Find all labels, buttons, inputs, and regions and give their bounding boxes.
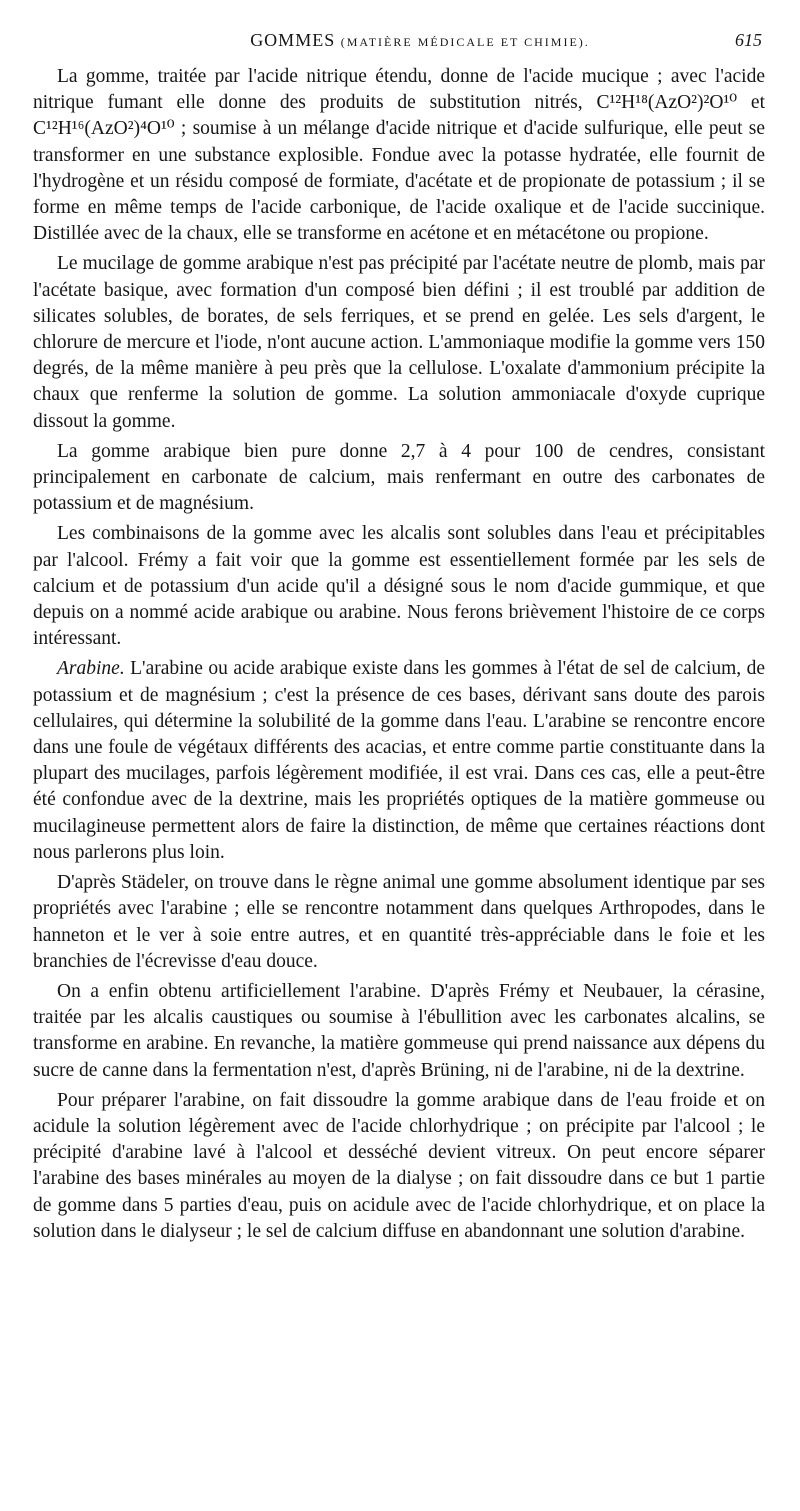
paragraph: La gomme arabique bien pure donne 2,7 à 4 pour 100 de cendres, consistant principalement en carbonate de calcium, mais renfermant en outre des carbonates de potassium et de magnésium. <box>33 440 765 515</box>
header-subtitle: (MATIÈRE MÉDICALE ET CHIMIE). <box>340 35 590 49</box>
paragraph <box>33 656 765 866</box>
page-number: 615 <box>735 30 762 50</box>
paragraph: Les combinaisons de la gomme avec les alcalis sont solubles dans l'eau et précipitables par l'alcool. Frémy a fait voir que la gomme est essentiellement formée par les sels de calcium et de potassium d'un acide qu'il a désigné sous le nom d'acide gummique, et que depuis on a nommé acide arabique ou arabine. Nous ferons brièvement l'histoire de ce corps intéressant. <box>33 523 765 650</box>
paragraph: Le mucilage de gomme arabique n'est pas précipité par l'acétate neutre de plomb, mais par l'acétate basique, avec formation d'un composé bien défini ; il est troublé par addition de silicates solubles, de borates, de sels ferriques, et se prend en gelée. Les sels d'argent, le chlorure de mercure et l'iode, n'ont aucune action. L'ammoniaque modifie la gomme vers 150 degrés, de la même manière à peu près que la cellulose. L'oxalate d'ammonium précipite la chaux que renferme la solution de gomme. La solution ammoniacale d'oxyde cuprique dissout la gomme. <box>33 253 765 432</box>
paragraph: La gomme, traitée par l'acide nitrique étendu, donne de l'acide mucique ; avec l'acide nitrique fumant elle donne des produits de substitution nitrés, C¹²H¹⁸(AzO²)²O¹⁰ et C¹²H¹⁶(AzO²)⁴O¹⁰ ; soumise à un mélange d'acide nitrique et d'acide sulfurique, elle peut se transformer en une substance explosible. Fondue avec la potasse hydratée, elle fournit de l'hydrogène et un résidu composé de formiate, d'acétate et de propionate de potassium ; il se forme en même temps de l'acide carbonique, de l'acide oxalique et de l'acide succinique. Distillée avec de la chaux, elle se transforme en acétone et en métacétone ou propione. <box>33 66 765 245</box>
header-title: GOMMES <box>250 30 336 50</box>
running-head <box>70 30 770 56</box>
section-lead-term: Arabine. <box>57 658 125 680</box>
header-title-line <box>70 30 770 51</box>
paragraph: Pour préparer l'arabine, on fait dissoudre la gomme arabique dans de l'eau froide et on acidule la solution légèrement avec de l'acide chlorhydrique ; on précipite par l'alcool ; le précipité d'arabine lavé à l'alcool et desséché devient vitreux. On peut encore séparer l'arabine des bases minérales au moyen de la dialyse ; on fait dissoudre dans ce but 1 partie de gomme dans 5 parties d'eau, puis on acidule avec de l'acide chlorhydrique, et on place la solution dans le dialyseur ; le sel de calcium diffuse en abandonnant une solution d'arabine. <box>33 1089 765 1242</box>
paragraph-body: L'arabine ou acide arabique existe dans les gommes à l'état de sel de calcium, de potassium et de magnésium ; c'est la présence de ces bases, dérivant sans doute des parois cellulaires, qui détermine la solubilité de la gomme dans l'eau. L'arabine se rencontre encore dans une foule de végétaux différents des acacias, et entre comme partie constituante dans la plupart des mucilages, parfois légèrement modifiée, il est vrai. Dans ces cas, elle a peut-être été confondue avec de la dextrine, mais les propriétés optiques de la matière gommeuse ou mucilagineuse permettent alors de faire la distinction, de même que certaines réactions dont nous parlerons plus loin. <box>33 658 765 863</box>
paragraph: On a enfin obtenu artificiellement l'arabine. D'après Frémy et Neubauer, la cérasine, traitée par les alcalis caustiques ou soumise à l'ébullition avec les carbonates alcalins, se transforme en arabine. En revanche, la matière gommeuse qui prend naissance aux dépens du sucre de canne dans la fermentation n'est, d'après Brüning, ni de l'arabine, ni de la dextrine. <box>33 980 765 1081</box>
paragraph: D'après Städeler, on trouve dans le règne animal une gomme absolument identique par ses propriétés avec l'arabine ; elle se rencontre notamment dans quelques Arthropodes, dans le hanneton et le ver à soie entre autres, et en quantité très-appréciable dans le foie et les branchies de l'écrevisse d'eau douce. <box>33 872 765 972</box>
body-text <box>33 64 765 1249</box>
